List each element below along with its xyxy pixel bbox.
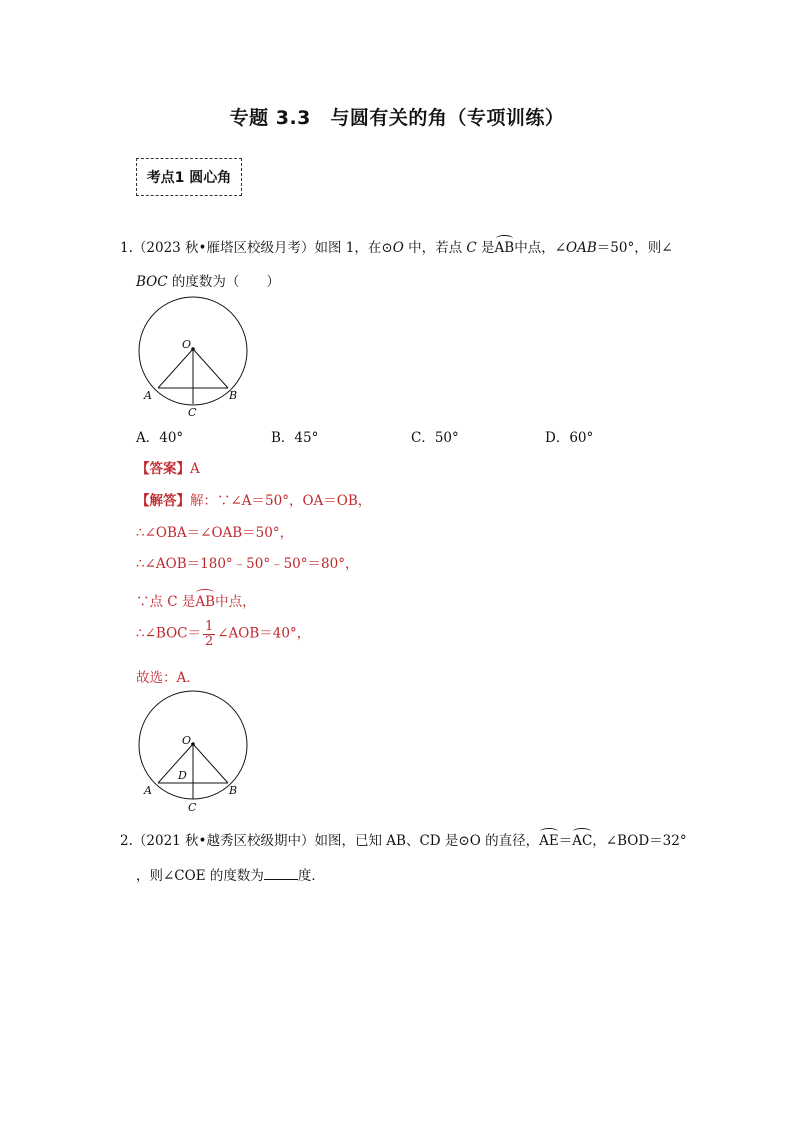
answer-blank: [264, 878, 298, 880]
question-1-line-1: 1.（2023 秋•雁塔区校级月考）如图 1，在⊙O 中，若点 C 是AB中点，∠OAB＝50°，则∠: [120, 240, 673, 256]
arc-ae: AE: [539, 833, 559, 849]
answer-value: A: [190, 461, 200, 477]
label-a: A: [144, 784, 152, 797]
answer-tag: 【答案】: [136, 461, 190, 477]
question-number: 1.: [120, 240, 133, 256]
solution-tag: 【解答】: [136, 493, 190, 509]
arc-ab: AB: [494, 240, 515, 256]
question-number: 2.: [120, 833, 133, 849]
label-c: C: [188, 406, 197, 419]
label-o: O: [182, 338, 192, 351]
topic-heading-box: 考点1 圆心角: [136, 158, 242, 196]
solution-line-5: ∴∠BOC＝ $\frac{1}{2}$ ∠AOB＝40°，: [136, 619, 311, 649]
fraction-half: $\frac{1}{2}$: [204, 619, 214, 649]
question-2-line-1: 2.（2021 秋•越秀区校级期中）如图，已知 AB、CD 是⊙O 的直径，AE＝AC，∠BOD＝32°: [120, 833, 687, 849]
question-2-line-2: ，则∠COE 的度数为 度．: [136, 868, 325, 884]
solution-line-2: ∴∠OBA＝∠OAB＝50°，: [136, 525, 294, 541]
figure-circle-2: [130, 688, 260, 814]
answer-line: [136, 457, 200, 477]
question-1-line-2: BOC 的度数为（ ）: [136, 274, 280, 290]
option-c: C．50°: [411, 430, 459, 446]
page-title: 专题 3.3 与圆有关的角（专项训练）: [229, 107, 565, 129]
solution-line-1: 【解答】解：∵∠A＝50°，OA＝OB，: [136, 493, 372, 509]
solution-line-3: ∴∠AOB＝180°﹣50°﹣50°＝80°，: [136, 556, 359, 572]
label-o: O: [182, 734, 192, 747]
arc-ac: AC: [572, 833, 593, 849]
solution-line-4: ∵点 C 是AB中点，: [136, 594, 256, 610]
option-a: A．40°: [136, 430, 184, 446]
label-d: D: [178, 769, 187, 782]
question-source: （2023 秋•雁塔区校级月考）: [132, 240, 315, 256]
figure-circle-1: [130, 296, 260, 420]
question-source: （2021 秋•越秀区校级期中）: [132, 833, 315, 849]
option-b: B．45°: [271, 430, 319, 446]
arc-ab-solution: AB: [195, 594, 216, 610]
option-d: D．60°: [545, 430, 594, 446]
label-b: B: [229, 389, 238, 402]
choose-line: 故选：A．: [136, 670, 200, 686]
label-c: C: [188, 801, 197, 814]
label-b: B: [229, 784, 238, 797]
label-a: A: [144, 389, 152, 402]
